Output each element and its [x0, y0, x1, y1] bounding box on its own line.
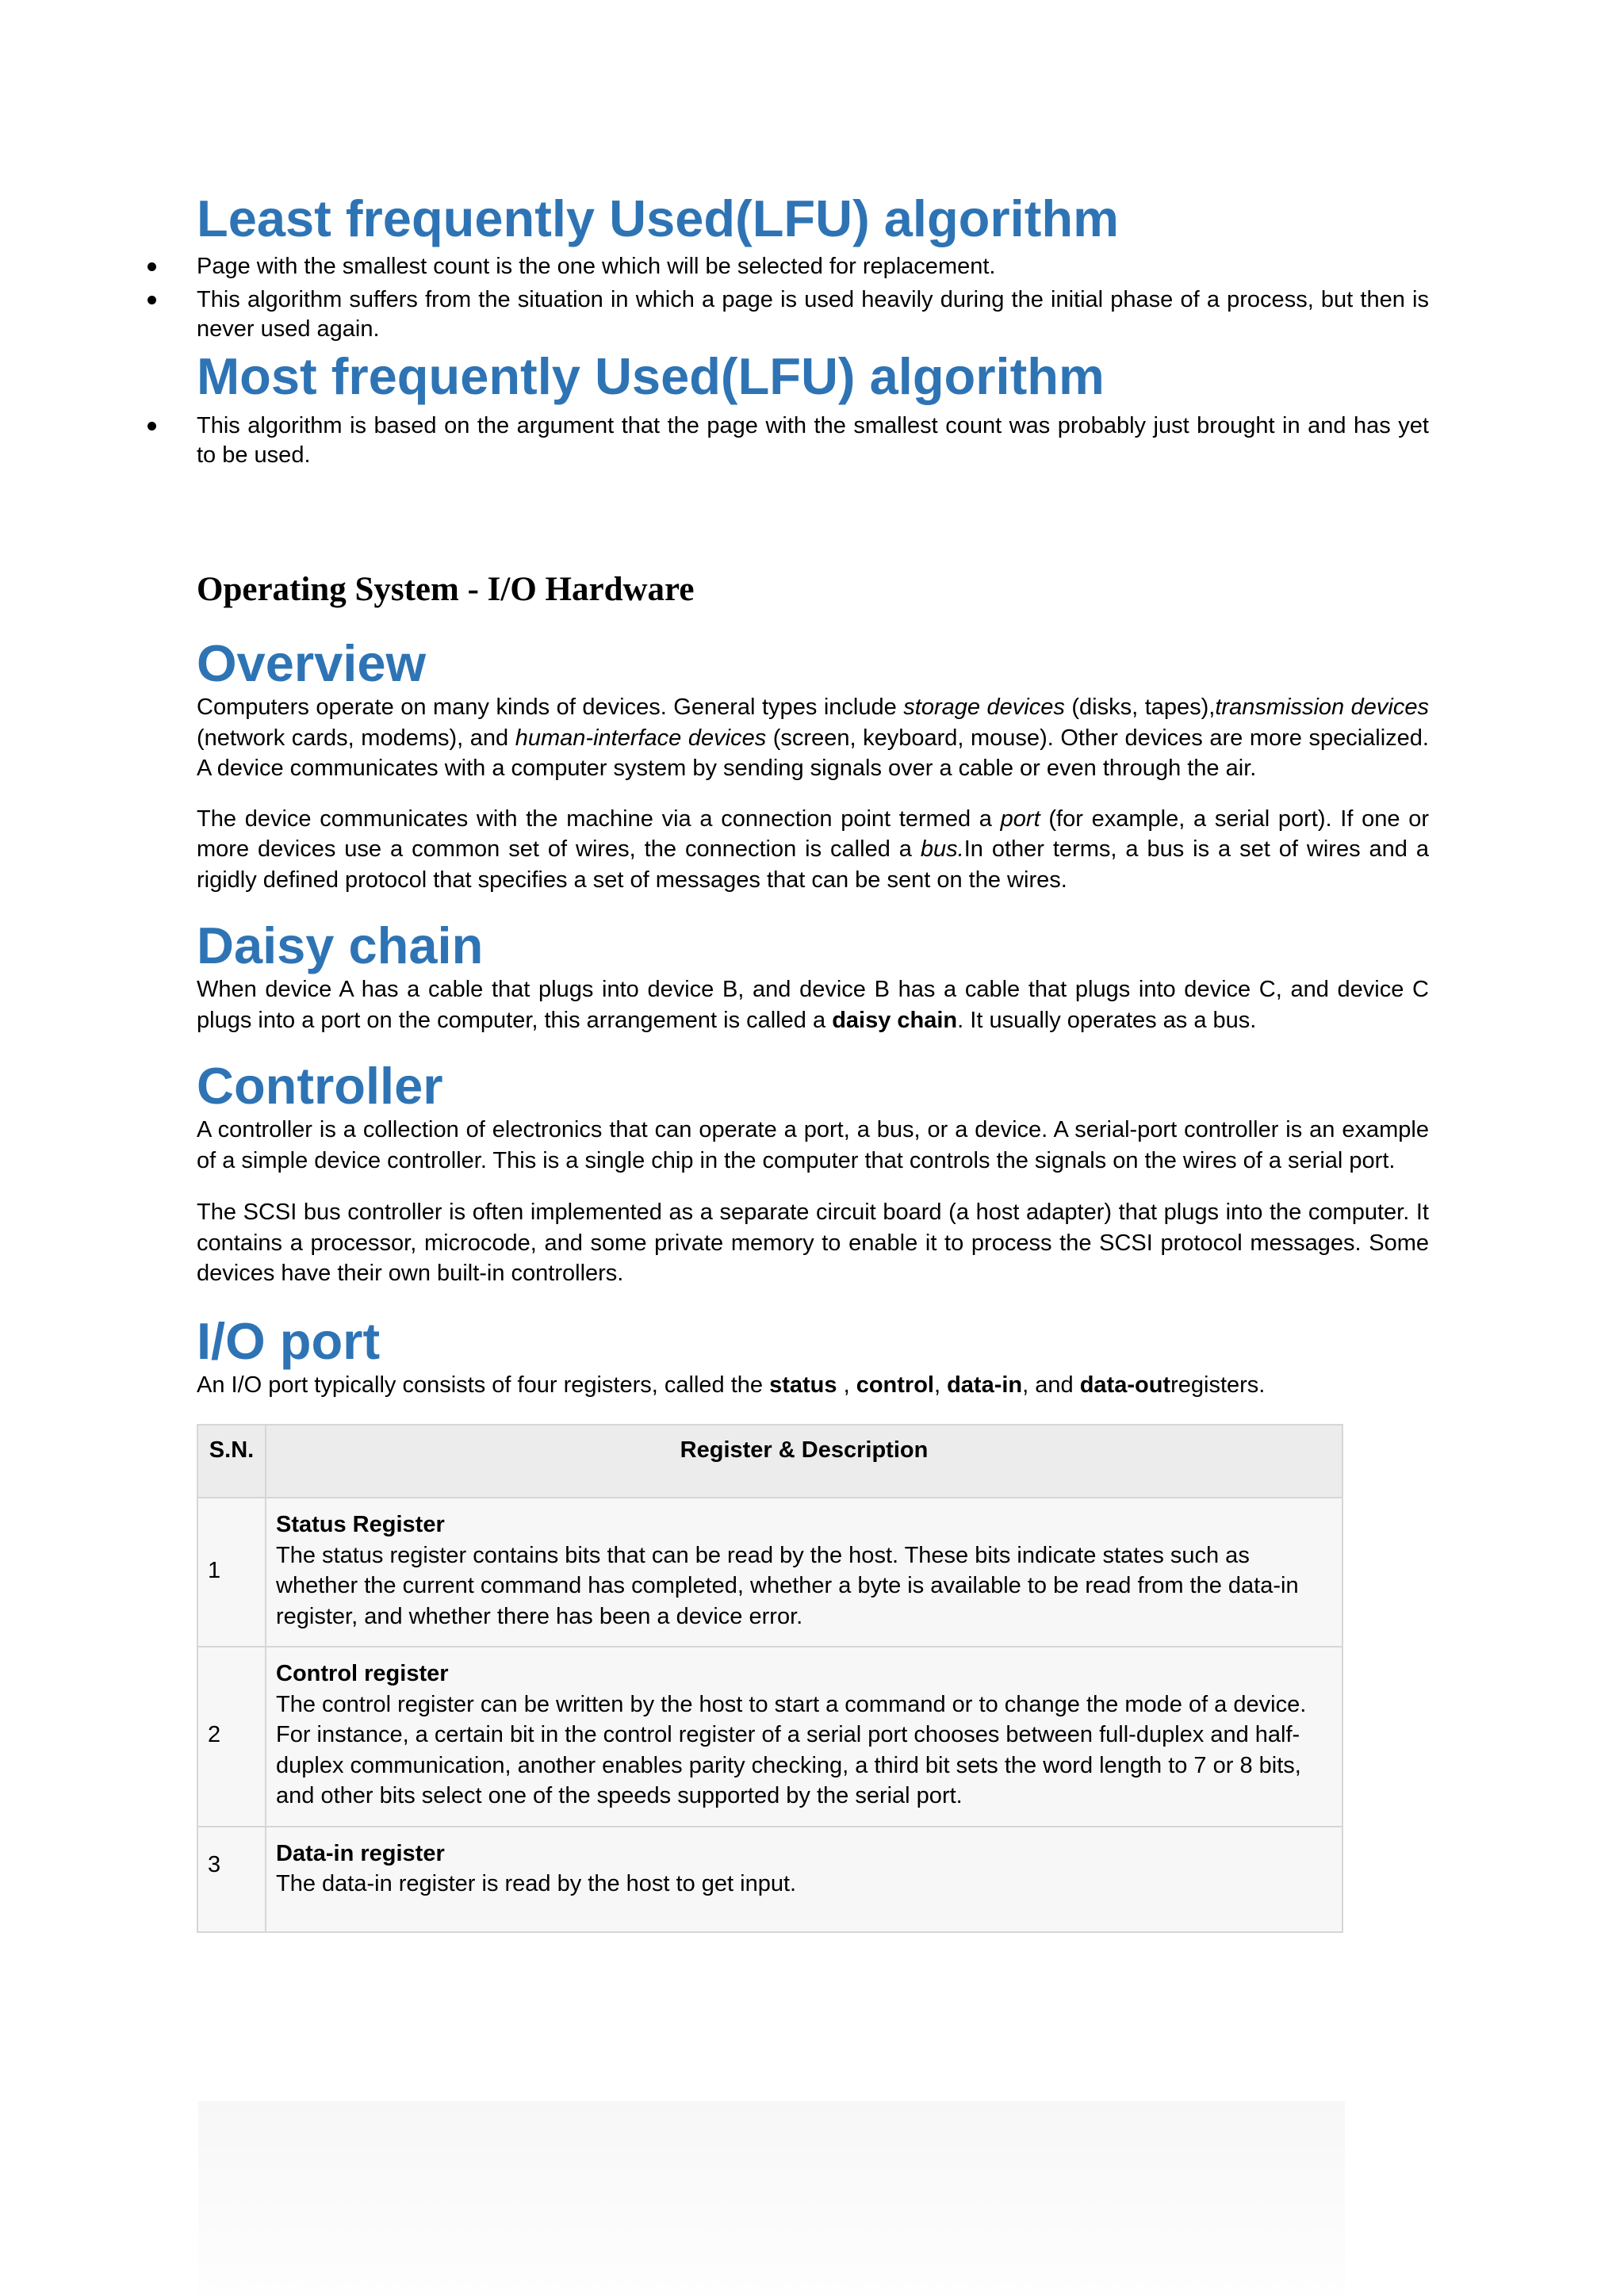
text-span: , and: [1022, 1372, 1080, 1398]
emphasis-text: human-interface devices: [515, 725, 767, 751]
register-name: Status Register: [276, 1512, 445, 1537]
list-item-text: This algorithm is based on the argument that the page with the smallest count was probably just brought in and has yet to be used.: [197, 413, 1429, 468]
bullet-icon: [147, 262, 156, 271]
text-span: registers.: [1170, 1372, 1266, 1398]
document-content: [197, 190, 1429, 1933]
lfu-bullet-list: [197, 252, 1429, 344]
overview-heading: Overview: [197, 634, 427, 692]
overview-paragraph-1: [197, 692, 1429, 784]
controller-paragraph-2: The SCSI bus controller is often implemented as a separate circuit board (a host adapter) that plugs into the computer. It contains a processor, microcode, and some private memory to enable it to process the SCSI protocol messages. Some devices have their own built-in controllers.: [197, 1200, 1429, 1286]
row-number: 1: [197, 1498, 266, 1647]
bold-text: data-out: [1079, 1372, 1171, 1398]
daisy-chain-heading: Daisy chain: [197, 916, 484, 974]
text-span: An I/O port typically consists of four registers, called the: [197, 1372, 770, 1398]
text-span: (network cards, modems), and: [197, 725, 515, 751]
text-span: The device communicates with the machine via a connection point termed a: [197, 806, 1001, 832]
lfu-heading: Least frequently Used(LFU) algorithm: [197, 189, 1119, 247]
row-description-cell: [266, 1498, 1342, 1647]
table-row: [197, 1827, 1342, 1932]
list-item: [197, 411, 1429, 470]
row-description-cell: [266, 1827, 1342, 1932]
page-shadow: [198, 2101, 1345, 2296]
table-header-row: [197, 1425, 1342, 1498]
register-description: The control register can be written by the host to start a command or to change the mode of a device. For instance, a certain bit in the control register of a serial port chooses between full-duplex and half-duplex communication, another enables parity checking, a third bit sets the word length to 7 or 8 bits, and other bits select one of the speeds supported by the serial port.: [276, 1691, 1307, 1808]
list-item: [197, 285, 1429, 344]
row-number: 2: [197, 1647, 266, 1827]
text-span: ,: [933, 1372, 948, 1398]
bold-text: data-in: [947, 1372, 1023, 1398]
emphasis-text: port: [1000, 806, 1040, 832]
register-name: Control register: [276, 1661, 449, 1686]
overview-paragraph-2: [197, 804, 1429, 896]
emphasis-text: transmission devices: [1215, 695, 1429, 720]
text-span: . It usually operates as a bus.: [957, 1007, 1257, 1033]
text-span: (for example, a serial port). If one or more devices use a common set of wires, the connection is called a: [197, 806, 1430, 862]
io-port-heading: I/O port: [197, 1311, 381, 1370]
list-item-text: Page with the smallest count is the one which will be selected for replacement.: [197, 254, 996, 279]
table-row: [197, 1647, 1342, 1827]
register-description: The status register contains bits that can be read by the host. These bits indicate states such as whether the current command has completed, whether a byte is available to be read from the data-in register, and whether there has been a device error.: [276, 1542, 1299, 1629]
io-port-intro: [197, 1370, 1429, 1401]
mfu-bullet-list: [197, 411, 1429, 470]
column-header-sn: S.N.: [197, 1425, 266, 1498]
text-span: (disks, tapes),: [1064, 695, 1216, 720]
register-description: The data-in register is read by the host to get input.: [276, 1871, 797, 1896]
text-span: In other terms, a bus is a set of wires and a rigidly defined protocol that specifies a set of messages that can be sent on the wires.: [197, 836, 1429, 893]
bullet-icon: [147, 422, 156, 430]
list-item-text: This algorithm suffers from the situation in which a page is used heavily during the initial phase of a process, but then is never used again.: [197, 287, 1429, 342]
column-header-description: Register & Description: [266, 1425, 1342, 1498]
bullet-icon: [147, 296, 156, 304]
register-name: Data-in register: [276, 1840, 445, 1866]
text-span: Computers operate on many kinds of devices. General types include: [197, 695, 904, 720]
text-span: (screen, keyboard, mouse). Other devices are more specialized. A device communicates with a computer system by sending signals over a cable or even through the air.: [197, 725, 1429, 781]
mfu-heading: Most frequently Used(LFU) algorithm: [197, 347, 1105, 405]
controller-heading: Controller: [197, 1057, 443, 1115]
daisy-chain-paragraph: [197, 974, 1429, 1035]
controller-paragraph-1: A controller is a collection of electronics that can operate a port, a bus, or a device. A serial-port controller is an example of a simple device controller. This is a single chip in the computer that controls the signals on the wires of a serial port.: [197, 1117, 1429, 1173]
register-table: [197, 1424, 1343, 1933]
emphasis-text: storage devices: [903, 695, 1065, 720]
emphasis-text: bus.: [920, 836, 964, 862]
row-description-cell: [266, 1647, 1342, 1827]
table-row: [197, 1498, 1342, 1647]
bold-text: daisy chain: [832, 1007, 958, 1033]
list-item: [197, 252, 1429, 281]
text-span: When device A has a cable that plugs into device B, and device B has a cable that plugs into device C, and device C plugs into a port on the computer, this arrangement is called a: [197, 977, 1429, 1033]
bold-text: status: [769, 1372, 837, 1398]
bold-text: control: [856, 1372, 934, 1398]
row-number: 3: [197, 1827, 266, 1932]
chapter-title: Operating System - I/O Hardware: [197, 571, 695, 608]
text-span: ,: [837, 1372, 856, 1398]
